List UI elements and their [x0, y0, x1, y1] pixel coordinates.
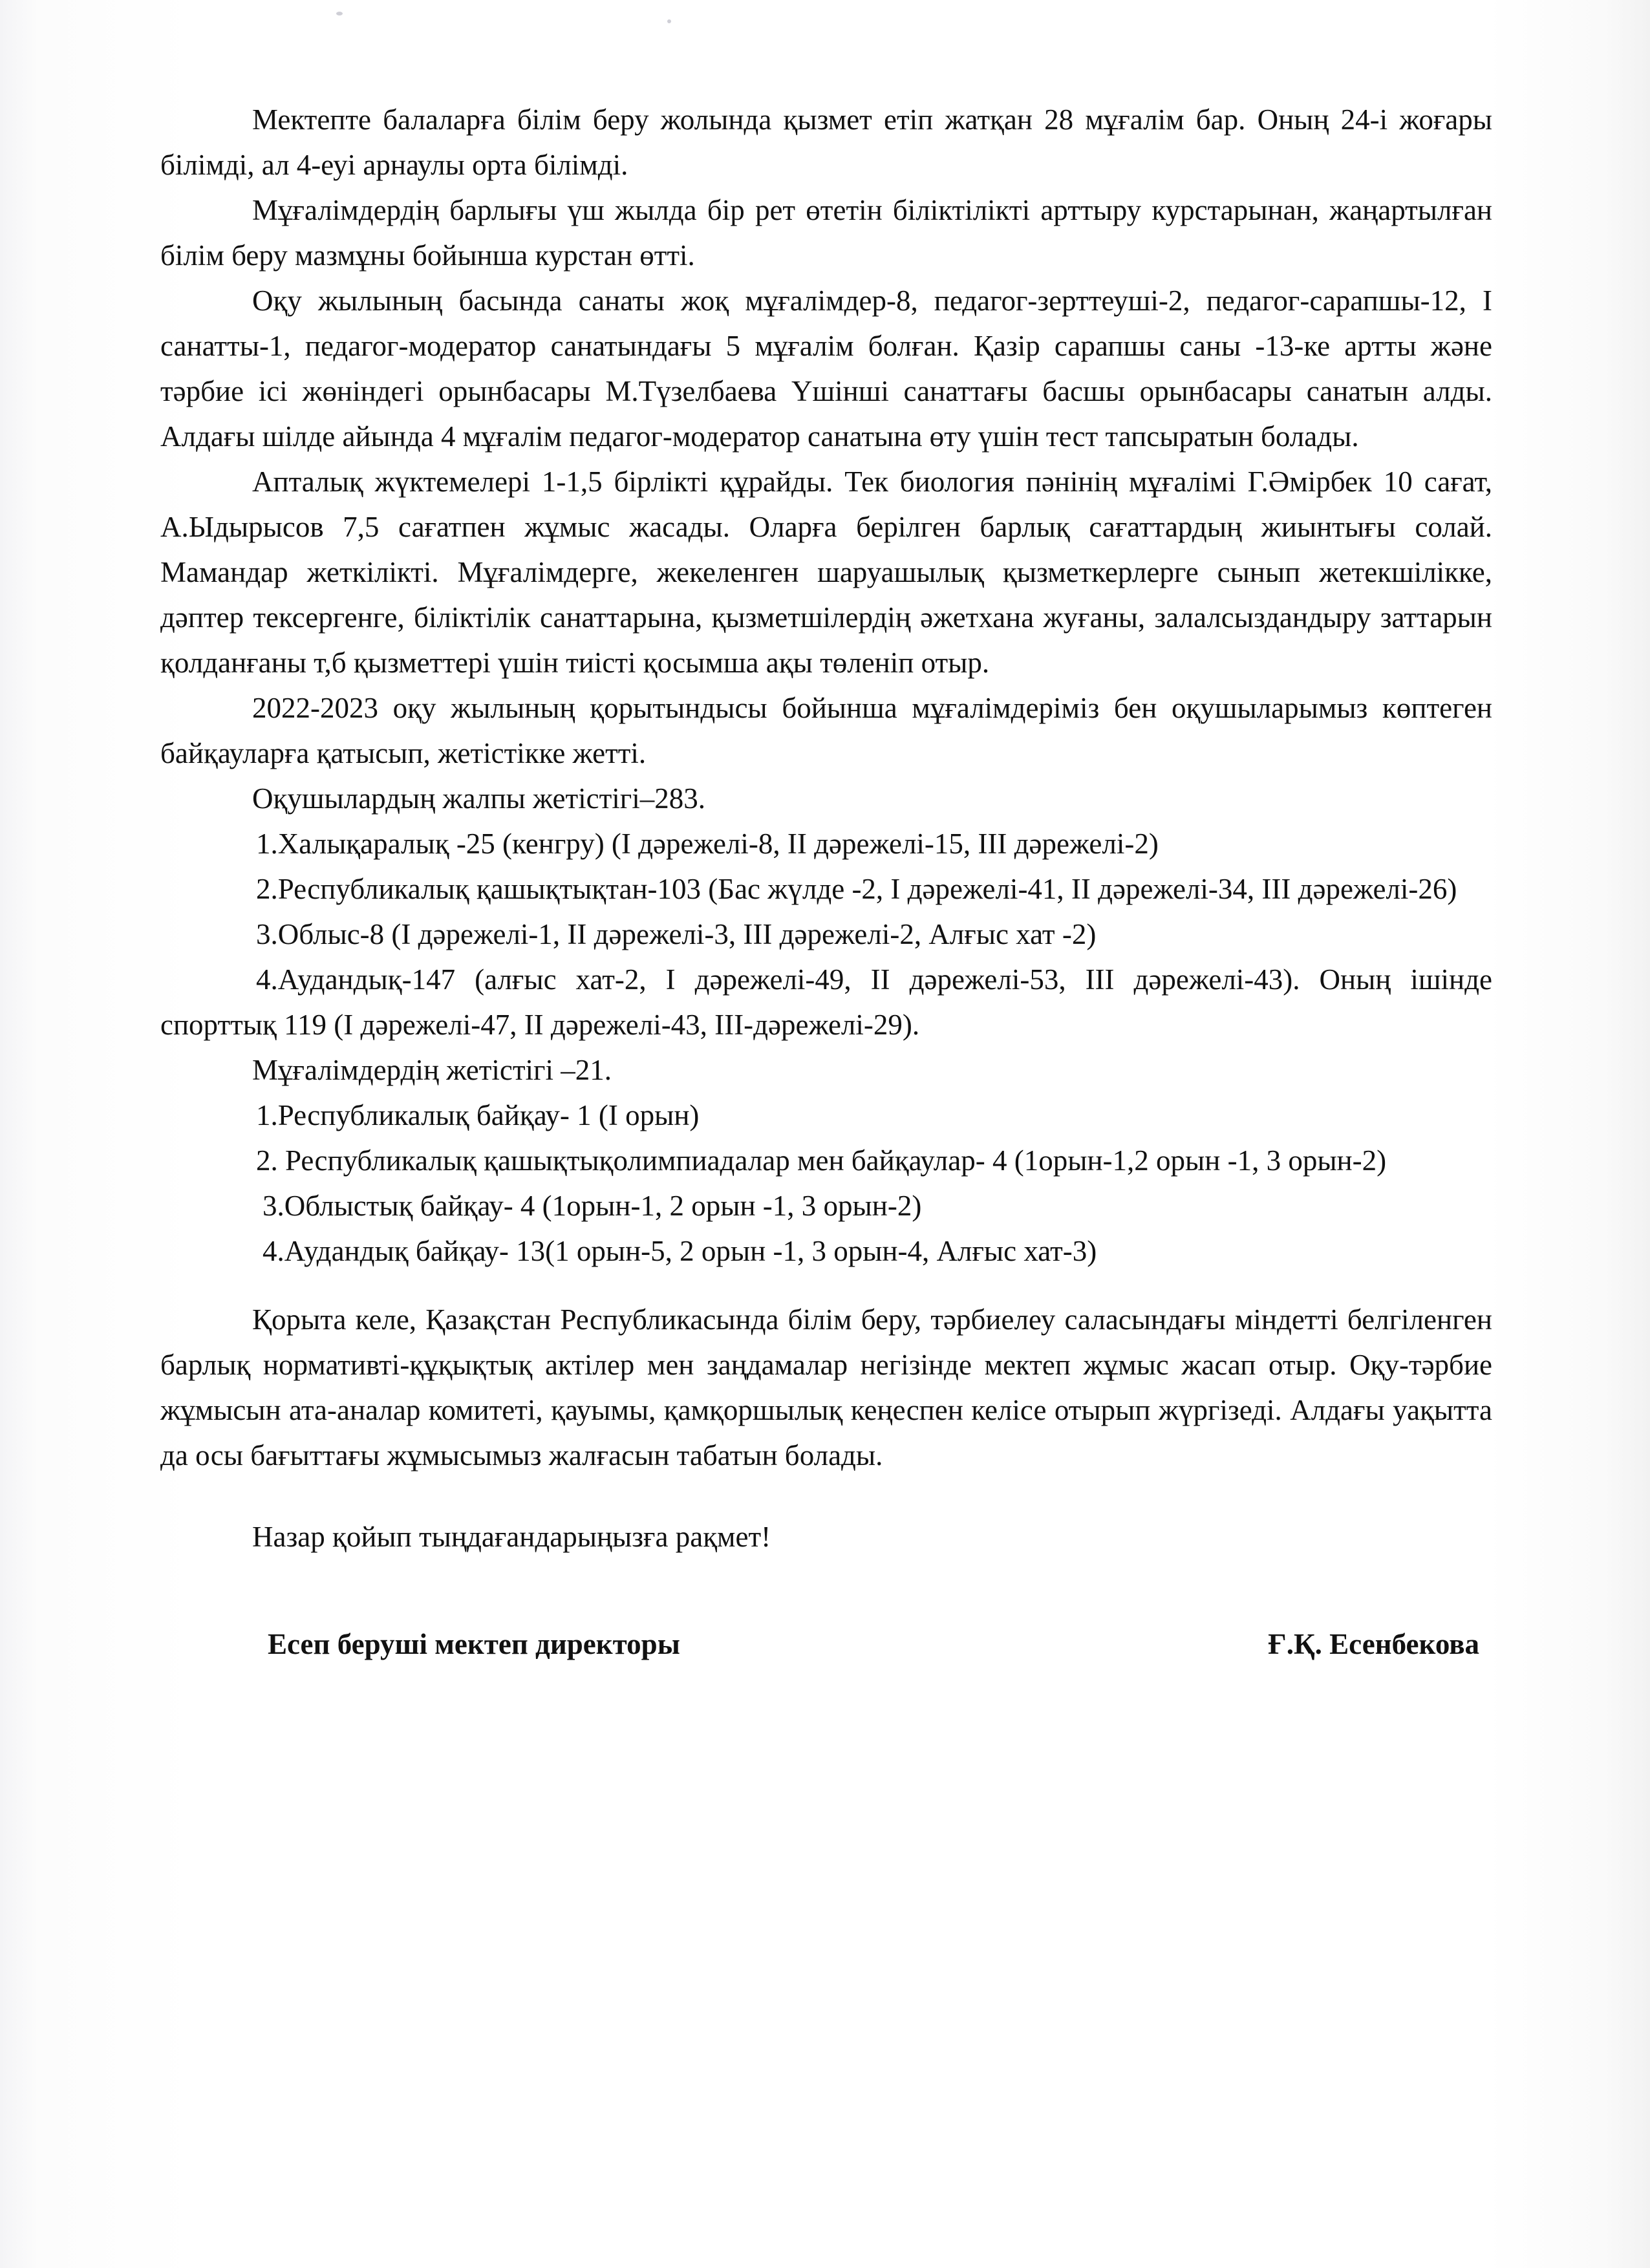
students-achievement-item: 2.Республикалық қашықтықтан-103 (Бас жүлде -2, I дәрежелі-41, II дәрежелі-34, III дәрежелі-26)	[256, 873, 1457, 905]
signature-block	[160, 1621, 1492, 1667]
students-achievements-total: Оқушылардың жалпы жетістігі–283.	[252, 782, 706, 815]
teachers-achievement-item: 1.Республикалық байқау- 1 (I орын)	[256, 1099, 700, 1131]
spacer	[160, 1478, 1492, 1514]
paragraph-teachers-count: Мектепте балаларға білім беру жолында қызмет етіп жатқан 28 мұғалім бар. Оның 24-і жоғары білімді, ал 4-еуі арнаулы орта білімді.	[160, 103, 1492, 181]
paragraph-qualification-courses: Мұғалімдердің барлығы үш жылда бір рет өтетін біліктілікті арттыру курстарынан, жаңартылған білім беру мазмұны бойынша курстан өтті.	[160, 194, 1492, 272]
signature-title: Есеп беруші мектеп директоры	[268, 1628, 680, 1660]
document-body	[160, 97, 1492, 1667]
teachers-achievement-item: 3.Облыстық байқау- 4 (1орын-1, 2 орын -1, 3 орын-2)	[262, 1190, 922, 1222]
students-achievement-item: 1.Халықаралық -25 (кенгру) (I дәрежелі-8, II дәрежелі-15, III дәрежелі-2)	[256, 828, 1159, 860]
teachers-achievements-total: Мұғалімдердің жетістігі –21.	[252, 1054, 612, 1086]
teachers-achievement-item: 2. Республикалық қашықтықолимпиадалар мен байқаулар- 4 (1орын-1,2 орын -1, 3 орын-2)	[256, 1144, 1387, 1177]
paragraph-year-results: 2022-2023 оқу жылының қорытындысы бойынша мұғалімдеріміз бен оқушыларымыз көптеген байқауларға қатысып, жетістікке жетті.	[160, 692, 1492, 769]
teachers-achievement-item: 4.Аудандық байқау- 13(1 орын-5, 2 орын -1, 3 орын-4, Алғыс хат-3)	[262, 1235, 1097, 1267]
scan-speck	[336, 12, 343, 16]
scan-speck	[667, 19, 671, 23]
signature-name: Ғ.Қ. Есенбекова	[1268, 1628, 1479, 1660]
students-achievement-item: 4.Аудандық-147 (алғыс хат-2, I дәрежелі-49, II дәрежелі-53, III дәрежелі-43). Оның ішінде спорттық 119 (I дәрежелі-47, II дәрежелі-43, III-дәрежелі-29).	[160, 963, 1492, 1041]
students-achievement-item: 3.Облыс-8 (I дәрежелі-1, II дәрежелі-3, III дәрежелі-2, Алғыс хат -2)	[256, 918, 1097, 950]
paragraph-categories: Оқу жылының басында санаты жоқ мұғалімдер-8, педагог-зерттеуші-2, педагог-сарапшы-12, I санатты-1, педагог-модератор санатындағы 5 мұғалім болған. Қазір сарапшы саны -13-ке артты және тәрбие ісі жөніндегі орынбасары М.Түзелбаева Үшінші санаттағы басшы орынбасары санатын алды. Алдағы шілде айында 4 мұғалім педагог-модератор санатына өту үшін тест тапсыратын болады.	[160, 284, 1492, 453]
closing-thanks: Назар қойып тыңдағандарыңызға рақмет!	[252, 1521, 771, 1553]
spacer	[160, 1559, 1492, 1621]
paragraph-workload: Апталық жүктемелері 1-1,5 бірлікті құрайды. Тек биология пәнінің мұғалімі Г.Әмірбек 10 сағат, А.Ыдырысов 7,5 сағатпен жұмыс жасады. Оларға берілген барлық сағаттардың жиынтығы солай. Мамандар жеткілікті. Мұғалімдерге, жекеленген шаруашылық қызметкерлерге сынып жетекшілікке, дәптер тексергенге, біліктілік санаттарына, қызметшілердің әжетхана жуғаны, залалсыздандыру заттарын қолданғаны т,б қызметтері үшін тиісті қосымша ақы төленіп отыр.	[160, 465, 1492, 679]
paragraph-conclusion: Қорыта келе, Қазақстан Республикасында білім беру, тәрбиелеу саласындағы міндетті белгіленген барлық нормативті-құқықтық актілер мен заңдамалар негізінде мектеп жұмыс жасап отыр. Оқу-тәрбие жұмысын ата-аналар комитеті, қауымы, қамқоршылық кеңеспен келісе отырып жүргізеді. Алдағы уақытта да осы бағыттағы жұмысымыз жалғасын табатын болады.	[160, 1303, 1492, 1471]
spacer	[160, 1274, 1492, 1297]
